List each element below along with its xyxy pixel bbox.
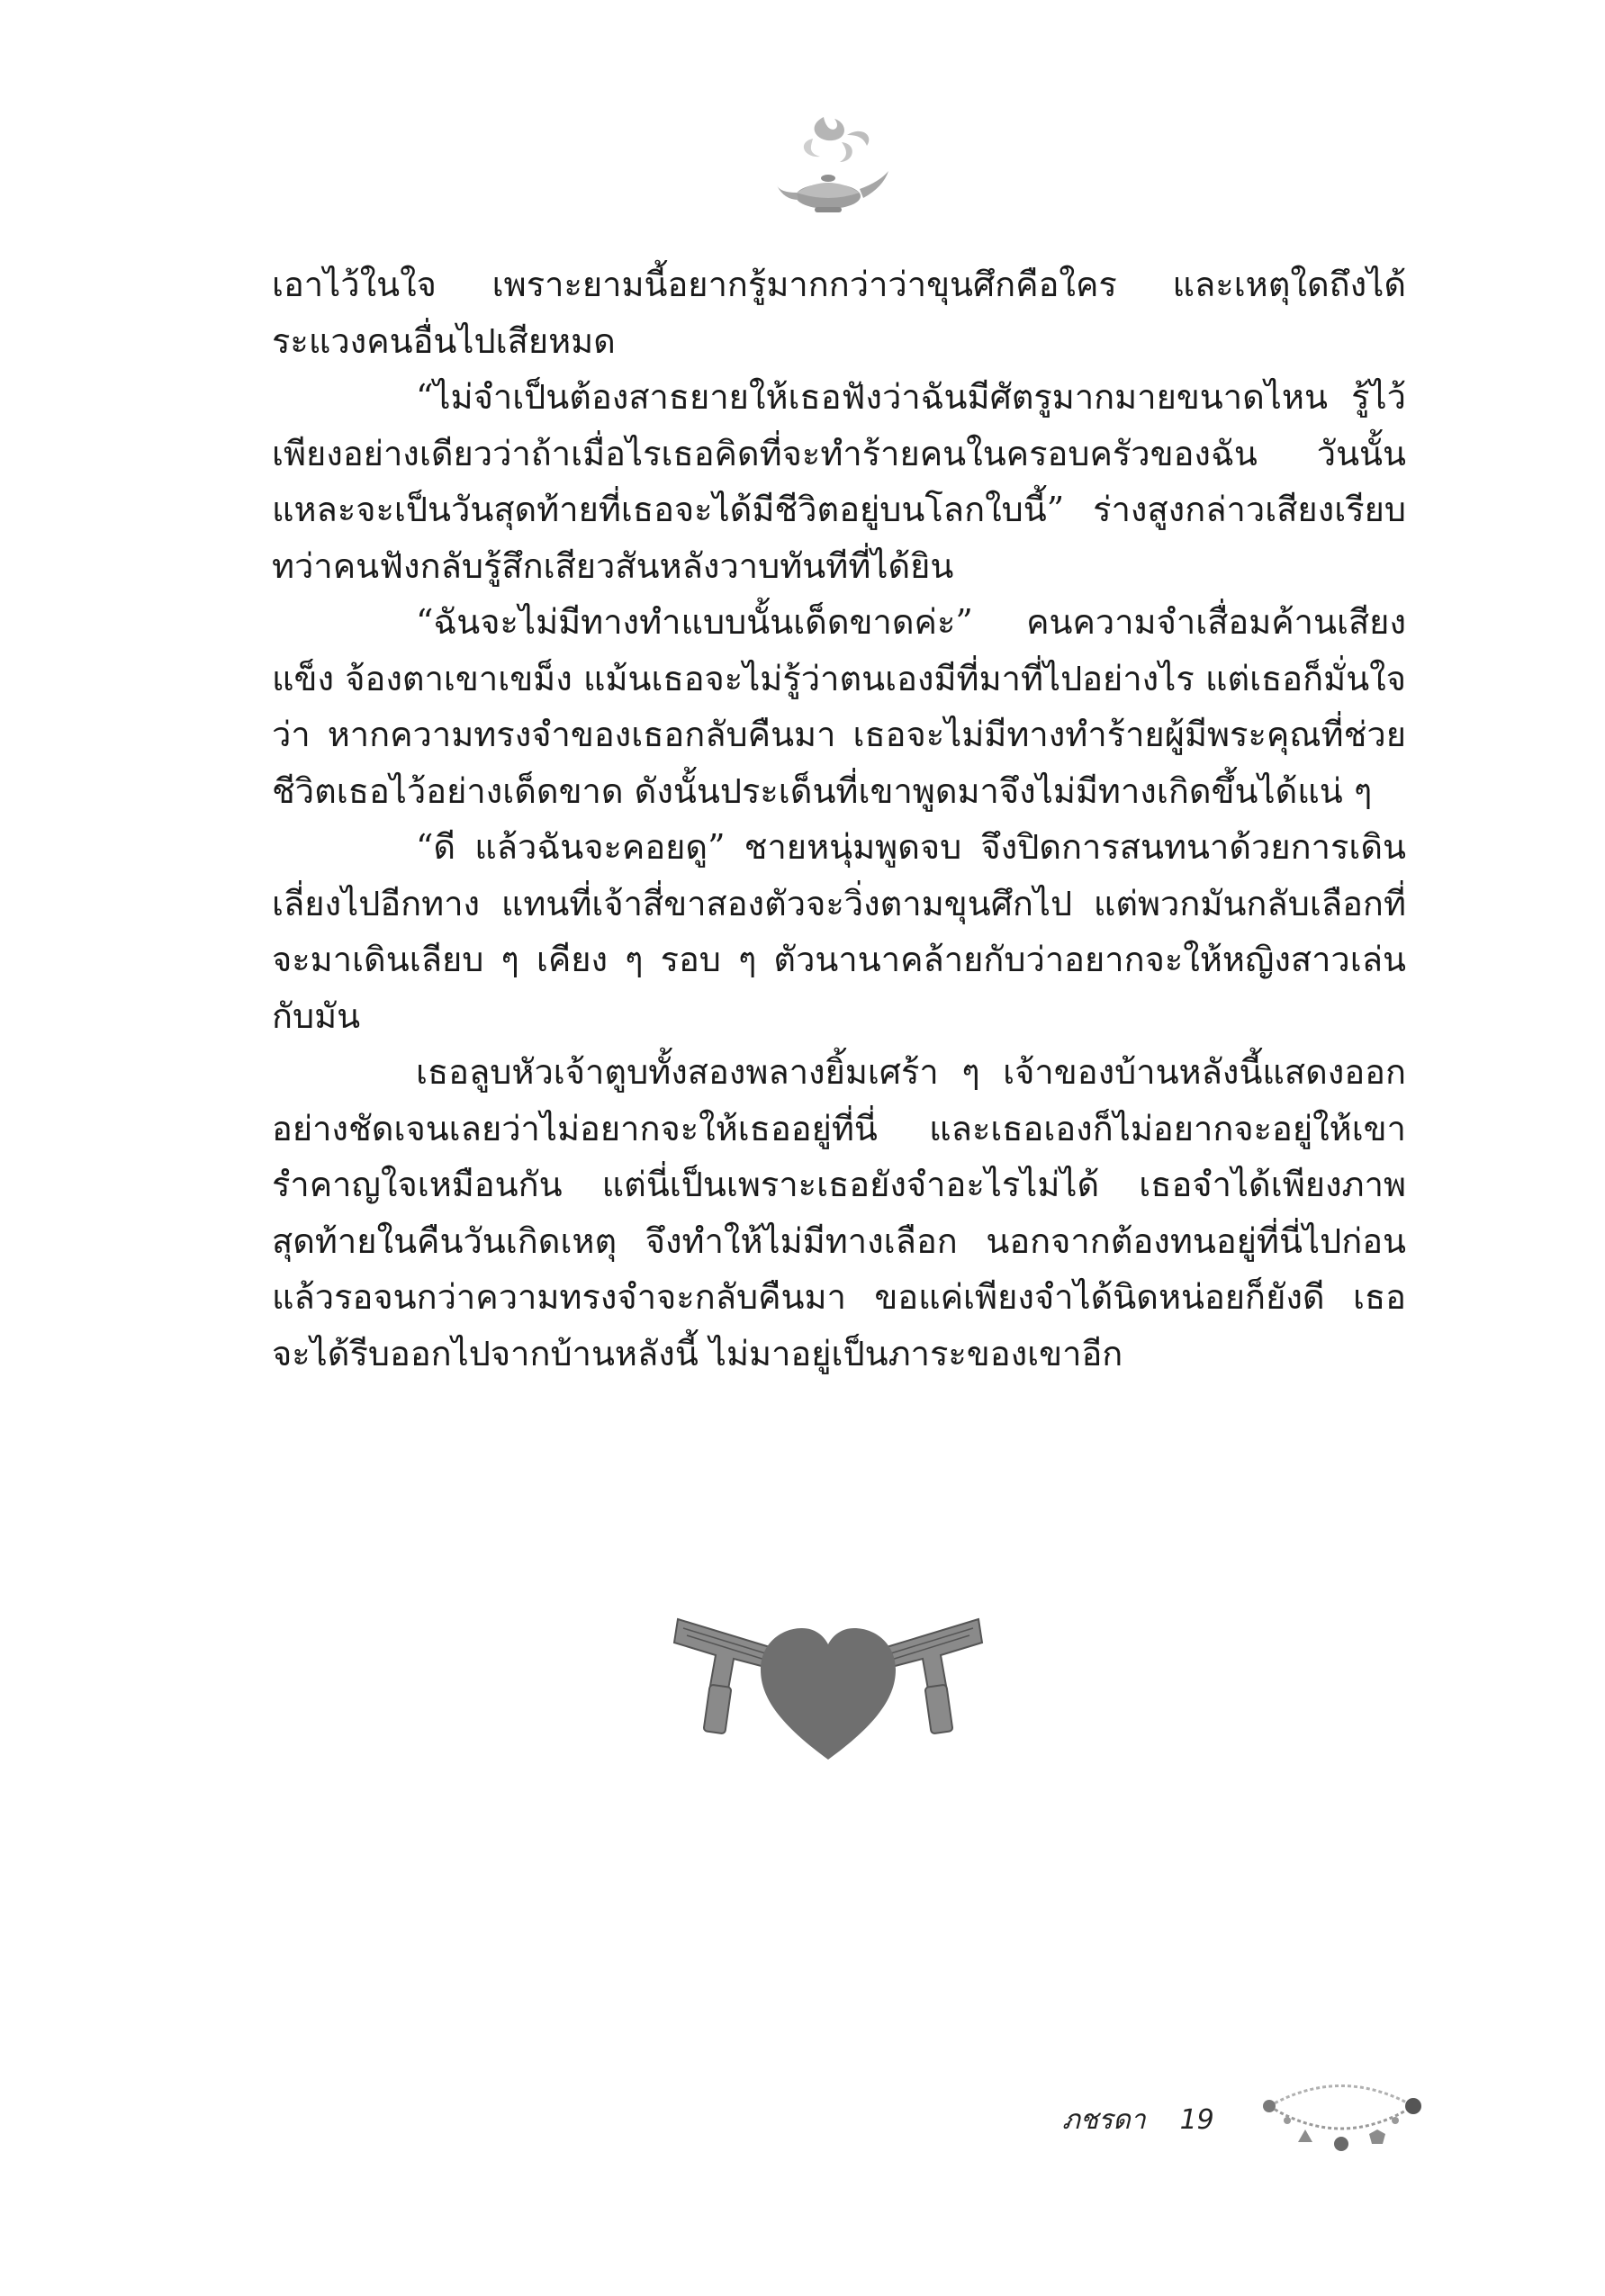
heart-with-pistols-icon xyxy=(671,1607,986,1769)
paragraph: “ดี แล้วฉันจะคอยดู” ชายหนุ่มพูดจบ จึงปิดการสนทนาด้วยการเดินเลี่ยงไปอีกทาง แทนที่เจ้าสี่ขาสองตัวจะวิ่งตามขุนศึกไป แต่พวกมันกลับเลือกที่จะมาเดินเลียบ ๆ เคียง ๆ รอบ ๆ ตัวนานาคล้ายกับว่าอยากจะให้หญิงสาวเล่นกับมัน xyxy=(272,827,1406,1036)
teapot-genie-icon xyxy=(761,99,896,234)
paragraph: เธอลูบหัวเจ้าตูบทั้งสองพลางยิ้มเศร้า ๆ เจ้าของบ้านหลังนี้แสดงออกอย่างชัดเจนเลยว่าไม่อยากจะให้เธออยู่ที่นี่ และเธอเองก็ไม่อยากจะอยู่ให้เขารำคาญใจเหมือนกัน แต่นี่เป็นเพราะเธอยังจำอะไรไม่ได้ เธอจำได้เพียงภาพสุดท้ายในคืนวันเกิดเหตุ จึงทำให้ไม่มีทางเลือก นอกจากต้องทนอยู่ที่นี่ไปก่อน แล้วรอจนกว่าความทรงจำจะกลับคืนมา ขอแค่เพียงจำได้นิดหน่อยก็ยังดี เธอจะได้รีบออกไปจากบ้านหลังนี้ ไม่มาอยู่เป็นภาระของเขาอีก xyxy=(272,1052,1406,1373)
paragraph: “ฉันจะไม่มีทางทำแบบนั้นเด็ดขาดค่ะ” คนความจำเสื่อมค้านเสียงแข็ง จ้องตาเขาเขม็ง แม้นเธอจะไม่รู้ว่าตนเองมีที่มาที่ไปอย่างไร แต่เธอก็มั่นใจว่า หากความทรงจำของเธอกลับคืนมา เธอจะไม่มีทางทำร้ายผู้มีพระคุณที่ช่วยชีวิตเธอไว้อย่างเด็ดขาด ดังนั้นประเด็นที่เขาพูดมาจึงไม่มีทางเกิดขึ้นได้แน่ ๆ xyxy=(272,602,1406,811)
page-number: 19 xyxy=(1179,2103,1214,2136)
paragraph: “ไม่จำเป็นต้องสาธยายให้เธอฟังว่าฉันมีศัตรูมากมายขนาดไหน รู้ไว้เพียงอย่างเดียวว่าถ้าเมื่อไรเธอคิดที่จะทำร้ายคนในครอบครัวของฉัน วันนั้นแหละจะเป็นวันสุดท้ายที่เธอจะได้มีชีวิตอยู่บนโลกใบนี้” ร่างสูงกล่าวเสียงเรียบ ทว่าคนฟังกลับรู้สึกเสียวสันหลังวาบทันทีที่ได้ยิน xyxy=(272,377,1406,586)
paragraph: เอาไว้ในใจ เพราะยามนี้อยากรู้มากกว่าว่าขุนศึกคือใคร และเหตุใดถึงได้ระแวงคนอื่นไปเสียหมด xyxy=(272,265,1406,361)
bracelet-icon xyxy=(1251,2070,1431,2169)
book-title: ภชรดา xyxy=(1062,2103,1146,2136)
body-text xyxy=(272,257,1406,1382)
page-footer xyxy=(1062,2093,1214,2147)
